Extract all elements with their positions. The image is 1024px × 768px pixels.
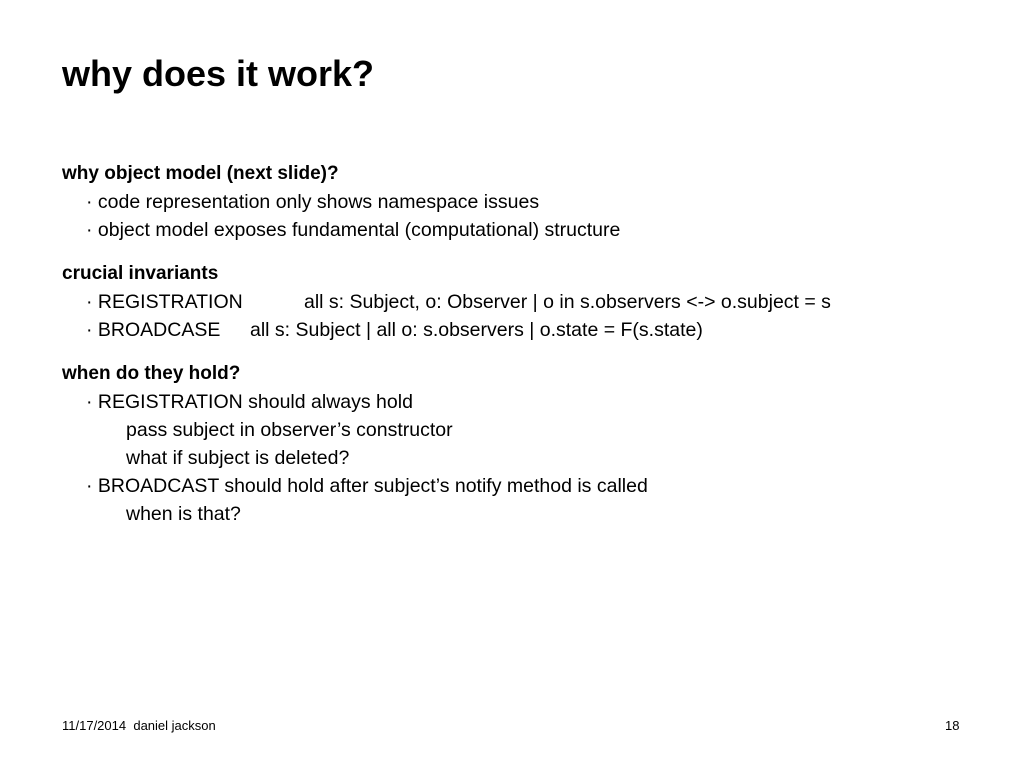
invariant-broadcase xyxy=(62,316,1002,344)
section-when-do-they-hold xyxy=(62,360,1002,528)
page-number: 18 xyxy=(945,718,960,733)
bullet-item: · BROADCAST should hold after subject’s notify method is called xyxy=(86,475,648,497)
invariant-formula: all s: Subject, o: Observer | o in s.observers <-> o.subject = s xyxy=(304,291,831,313)
sub-item: pass subject in observer’s constructor xyxy=(126,419,453,441)
footer-author: daniel jackson xyxy=(133,718,216,733)
section-why-object-model xyxy=(62,160,1002,244)
bullet-item: · object model exposes fundamental (computational) structure xyxy=(86,219,621,241)
section-heading: crucial invariants xyxy=(62,263,219,284)
invariant-label: · BROADCASE xyxy=(86,319,221,341)
slide-content xyxy=(62,160,1002,544)
invariant-formula: all s: Subject | all o: s.observers | o.state = F(s.state) xyxy=(250,319,703,341)
section-heading: when do they hold? xyxy=(62,363,241,384)
footer-left xyxy=(62,718,216,734)
invariant-registration xyxy=(62,288,1002,316)
invariant-label: · REGISTRATION xyxy=(86,291,243,313)
section-crucial-invariants xyxy=(62,260,1002,344)
sub-item: when is that? xyxy=(126,503,241,525)
footer-date: 11/17/2014 xyxy=(62,718,127,733)
section-heading: why object model (next slide)? xyxy=(62,163,339,184)
bullet-item: · REGISTRATION should always hold xyxy=(86,391,413,413)
sub-item: what if subject is deleted? xyxy=(126,447,350,469)
bullet-item: · code representation only shows namespace issues xyxy=(86,191,540,213)
slide-title: why does it work? xyxy=(62,53,375,94)
